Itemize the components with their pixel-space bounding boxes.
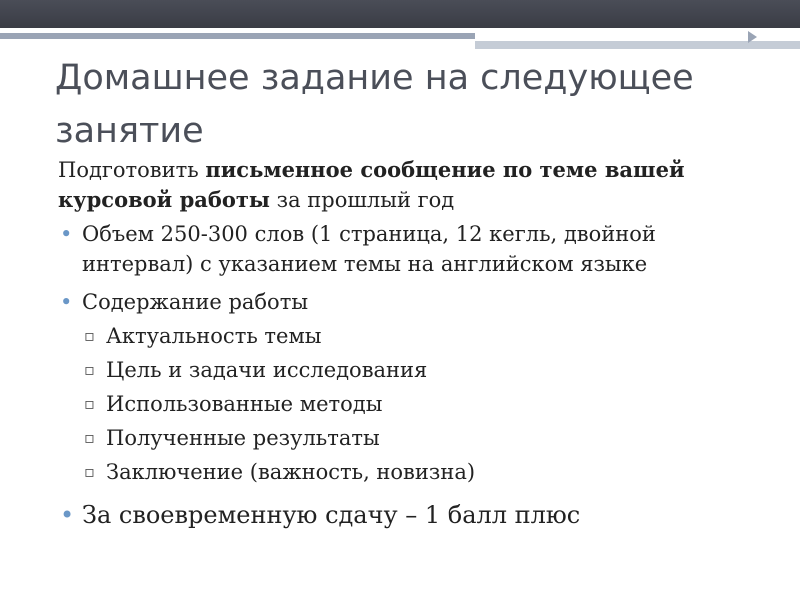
bullet-text: Объем 250-300 слов (1 страница, 12 кегль, двойной интервал) с указанием темы на английском языке — [82, 222, 656, 276]
intro-prefix: Подготовить — [58, 158, 206, 182]
sub-bullet-item — [58, 423, 758, 453]
bullet-text: Содержание работы — [82, 290, 309, 314]
sub-bullet-marker: ▫ — [84, 360, 95, 379]
accent-bar — [0, 33, 475, 39]
sub-bullet-marker: ▫ — [84, 462, 95, 481]
sub-bullet-text: Полученные результаты — [106, 426, 380, 450]
triangle-decoration — [748, 31, 757, 43]
sub-bullet-item — [58, 389, 758, 419]
bullet-marker: • — [60, 222, 73, 246]
intro-bold: письменное сообщение по теме вашей курсовой работы — [58, 157, 685, 212]
sub-bullet-text: Цель и задачи исследования — [106, 358, 428, 382]
sub-bullet-marker: ▫ — [84, 326, 95, 345]
bullet-text: За своевременную сдачу – 1 балл плюс — [82, 501, 581, 529]
sub-bullet-marker: ▫ — [84, 394, 95, 413]
bullet-item — [58, 497, 758, 533]
slide-content — [58, 155, 758, 533]
sub-bullet-item — [58, 355, 758, 385]
bullet-marker: • — [60, 501, 75, 529]
intro-paragraph — [58, 155, 758, 215]
bullet-marker: • — [60, 290, 73, 314]
bullet-list — [58, 219, 758, 533]
sub-bullet-text: Актуальность темы — [106, 324, 322, 348]
sub-bullet-text: Заключение (важность, новизна) — [106, 460, 476, 484]
sub-bullet-marker: ▫ — [84, 428, 95, 447]
bullet-item — [58, 219, 758, 279]
sub-bullet-item — [58, 321, 758, 351]
bullet-item — [58, 287, 758, 317]
slide-title: Домашнее задание на следующее занятие — [55, 58, 694, 151]
intro-suffix: за прошлый год — [269, 188, 455, 212]
top-band — [0, 0, 800, 28]
sub-bullet-item — [58, 457, 758, 487]
sub-bullet-text: Использованные методы — [106, 392, 383, 416]
